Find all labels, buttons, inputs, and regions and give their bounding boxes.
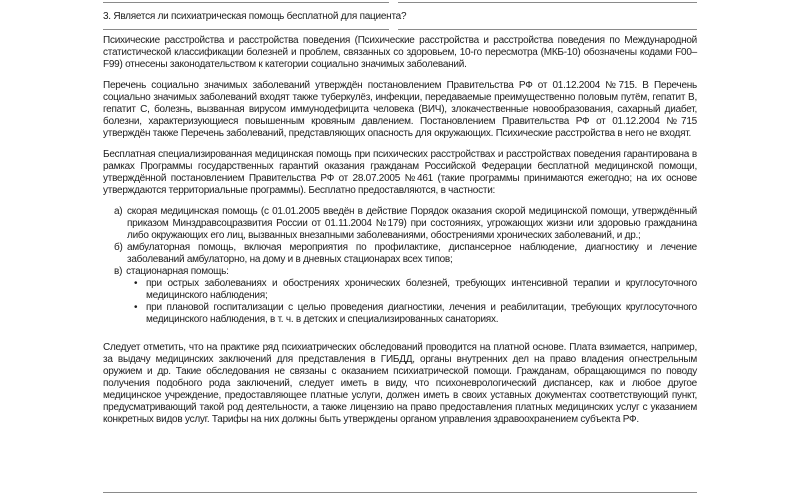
list-item-outpatient-care [103,242,697,266]
divider-bottom [103,492,697,493]
lettered-list [103,206,697,326]
list-item-text: скорая медицинская помощь (с 01.01.2005 введён в действие Порядок оказания скорой медицинской помощи, утверждённый приказом Минздравсоцразвития России от 01.11.2004 №179) при состояниях, угрожающих жизни или здоровью гражданина либо окружающих его лиц, вызванных внезапными заболеваниями, обострениями хронических заболеваний, и др.; [127,206,697,241]
bullet-icon: • [134,278,138,289]
divider-segment [398,29,697,30]
list-item-marker: б) [114,242,123,253]
section-title: 3. Является ли психиатрическая помощь бесплатной для пациента? [103,11,407,22]
divider-top [103,2,697,3]
paragraph-free-care-guarantee: Бесплатная специализированная медицинская помощь при психических расстройствах и расстройствах поведения гарантирована в рамках Программы государственных гарантий оказания гражданам Российской Федерации бесплатной медицинской помощи, утверждённой постановлением Правительства РФ от 28.07.2005 №461 (такие программы принимаются ежегодно; на их основе утверждаются территориальные программы). Бесплатно предоставляются, в частности: [103,149,697,196]
bullet-item-acute-diseases [103,278,697,302]
bullet-icon: • [134,302,138,313]
paragraph-paid-services-note: Следует отметить, что на практике ряд психиатрических обследований проводится на платной основе. Плата взимается, например, за выдачу медицинских заключений для представления в ГИБДД, органы внутренних дел на право владения огнестрельным оружием и др. Такие обследования не связаны с оказанием психиатрической помощи. Гражданам, обращающимся по поводу получения подобного рода заключений, следует иметь в виду, что психоневрологический диспансер, как и любое другое медицинское учреждение, предоставляющее платные услуги, должен иметь в своих уставных документах соответствующий пункт, предусматривающий такой род деятельности, а также лицензию на право предоставления платных медицинских услуг с указанием конкретных видов услуг. Тарифы на них должны быть утверждены органом управления здравоохранением субъекта РФ. [103,342,697,425]
bullet-item-planned-hospitalization [103,302,697,326]
list-item-text: амбулаторная помощь, включая мероприятия по профилактике, диспансерное наблюдение, диагностику и лечение заболеваний амбулаторно, на дому и в дневных стационарах всех типов; [127,242,697,265]
document-page [103,0,697,500]
paragraph-classification: Психические расстройства и расстройства поведения (Психические расстройства и расстройства поведения по Международной статистической классификации болезней и проблем, связанных со здоровьем, 10-го пересмотра (МКБ-10) обозначены кодами F00–F99) отнесены законодательством к категории социально значимых заболеваний. [103,35,697,70]
divider-segment [398,2,697,3]
divider-segment [103,2,389,3]
list-item-marker: а) [114,206,123,217]
divider-segment [103,29,389,30]
bullet-text: при плановой госпитализации с целью проведения диагностики, лечения и реабилитации, требующих круглосуточного медицинского наблюдения, в т. ч. в детских и специализированных санаториях. [146,302,697,325]
list-item-marker: в) [114,266,123,277]
list-item-text: стационарная помощь: [126,266,229,277]
paragraph-socially-significant-diseases: Перечень социально значимых заболеваний утверждён постановлением Правительства РФ от 01.12.2004 №715. В Перечень социально значимых заболеваний входят также туберкулёз, инфекции, передаваемые преимущественно половым путём, гепатит В, гепатит С, болезнь, вызванная вирусом иммунодефицита человека (ВИЧ), злокачественные новообразования, сахарный диабет, болезни, характеризующиеся повышенным кровяным давлением. Постановлением Правительства РФ от 01.12.2004 №715 утверждён также Перечень заболеваний, представляющих опасность для окружающих. Психические расстройства в него не входят. [103,80,697,139]
sub-bullet-list [103,278,697,326]
bullet-text: при острых заболеваниях и обострениях хронических болезней, требующих интенсивной терапии и круглосуточного медицинского наблюдения; [146,278,697,301]
divider-under-title [103,29,697,30]
list-item-inpatient-care [103,266,697,278]
list-item-emergency-care [103,206,697,242]
